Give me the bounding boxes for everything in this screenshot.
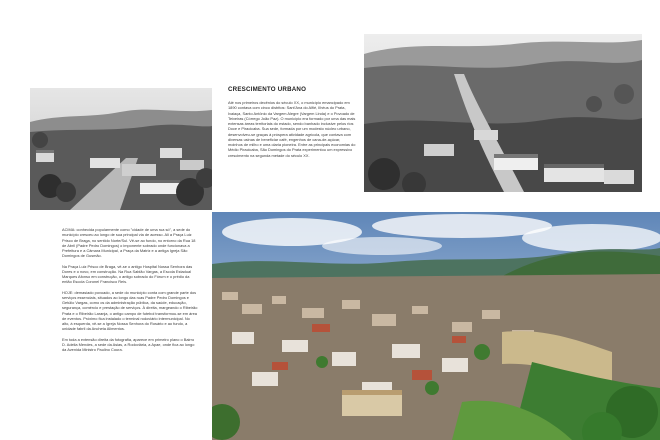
caption-hoje-continued: Em toda a extensão direita da fotografia, aparece em primeiro plano o Bairro D. Adelia Mendes, a sede da Asias, a Rodoviária, a Apae, onde fica ao longo da Avenida Ministro Paulino Coura. [62, 336, 195, 352]
article-body: Até nos primeiros decênios do século XX, o município emancipado em 1890 contava com cinco distritos: Sant'Ana do Alfié, Ilhéus do Prata, Ivaiaça, Santo Antônio da Vargem Alegre (Vargem Linda) e o Povoado de Teixeiras (Córrego João Paz). O município era formado por uma das mais extensas áreas territoriais do estado, sendo banhado inclusive pelos rios Doce e Piracicaba. Sua sede, formada por um modesto núcleo urbano, desenvolveu-se graças à próspera atividade agrícola, que contava com diversas usinas de beneficiar café, engenhos de cana-de-açúcar, moinhos de milho e uma olaria pioneira. Entre as principais economias do Médio Piracicaba, São Domingos do Prata experimentou um expressivo crescimento na segunda metade do século XX. [228, 100, 356, 158]
historic-photo-town-valley [364, 34, 642, 192]
caption-acima: ACIMA: conhecida popularmente como "cidade de uma rua só", a sede do município cresceu ao longo de sua principal via de acesso. Ali a Praça Luiz Prisco de Braga, no sentido Norte/Sul. Vê-se ao fundo, no entorno da Rua 18 de Abril (Padre Pedro Domingos) o imponente sobrado onde funcionava a Prefeitura e a Câmara Municipal, a Praça da Matriz e a antiga Igreja São Domingos de Gusmão. [62, 227, 196, 259]
caption-acima-continued: Na Praça Luiz Prisco de Braga, vê-se o antigo Hospital Nossa Senhora das Dores e o novo, em construção. Na Rua Sabião Vargas, a Escola Estadual Marques Afonso em construção, o antigo sobrado do Fórum e o prédio da então Escola Coronel Francisco Reis. [62, 263, 193, 285]
article-crescimento-urbano [228, 86, 356, 158]
photo-captions [62, 227, 198, 357]
article-title: CRESCIMENTO URBANO [228, 86, 307, 93]
modern-photo-town-aerial [212, 212, 660, 440]
caption-hoje: HOJE: demasiado povoado, a sede do município conta com grande parte dos serviços essenciais, situados ao longo das ruas Padre Pedro Domingos e Getúlio Vargas, como os da administração pública, da saúde, educação, segurança, comércio e prestação de serviços. À direita, margeando o Ribeirão Prata e o Ribeirão Laranja, o antigo campo de futebol transformou-se em área de eventos. Próximo fica instalado o terminal rodoviário intermunicipal. No alto, à esquerda, vê-se a Igreja Nossa Senhora do Rosário e ao fundo, a unidade fabril da Ancheta Alimentos. [62, 289, 198, 332]
historic-photo-town-street [30, 88, 212, 210]
